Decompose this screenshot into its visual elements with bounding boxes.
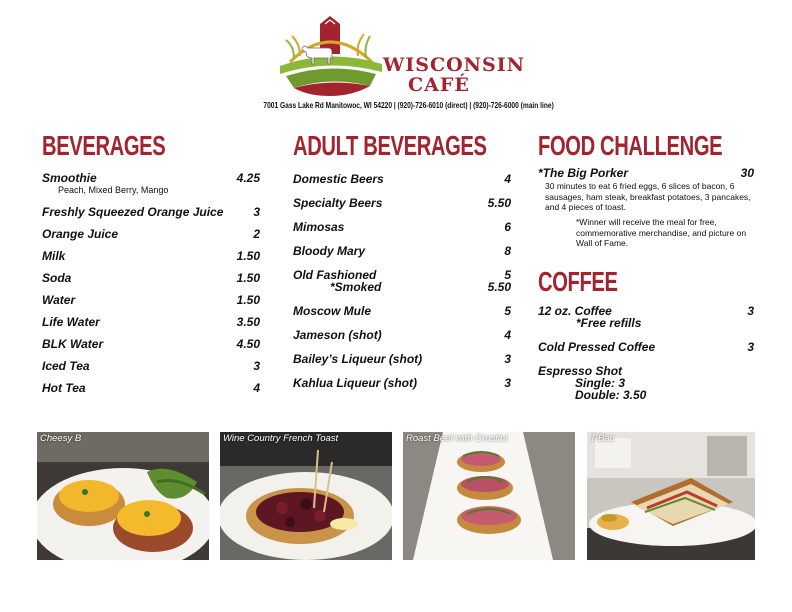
photo-caption: T-Bac xyxy=(590,433,615,444)
menu-item-name: Jameson (shot) xyxy=(293,328,382,342)
espresso-single: Single: 3 xyxy=(575,376,626,390)
menu-item-subprice: 5.50 xyxy=(487,280,511,294)
menu-item-price: 3 xyxy=(253,359,260,373)
menu-item-price: 4 xyxy=(504,172,511,186)
menu-item-name: Cold Pressed Coffee xyxy=(538,340,656,354)
menu-item-name: Bailey’s Liqueur (shot) xyxy=(293,352,423,366)
photo-roast-beef-crostini xyxy=(403,432,575,560)
menu-item-subname: *Smoked xyxy=(330,280,382,294)
food-challenge-heading: FOOD CHALLENGE xyxy=(538,130,723,161)
menu-item-price: 3.50 xyxy=(236,315,260,329)
menu-item-name: Orange Juice xyxy=(42,227,119,241)
menu-item-name: Milk xyxy=(42,249,66,263)
photo-caption: Roast Beef with Crostini xyxy=(406,433,508,444)
menu-item-name: BLK Water xyxy=(42,337,104,351)
menu-item-price: 4 xyxy=(504,328,511,342)
menu-item-price: 5 xyxy=(504,304,511,318)
beverages-heading: BEVERAGES xyxy=(42,130,166,161)
menu-item-name: Life Water xyxy=(42,315,100,329)
menu-item-name: Espresso Shot xyxy=(538,364,623,378)
menu-item-price: 8 xyxy=(504,244,511,258)
coffee-heading: COFFEE xyxy=(538,266,618,297)
menu-item-price: 5 xyxy=(504,268,511,282)
menu-item-name: Mimosas xyxy=(293,220,345,234)
logo-emblem xyxy=(272,14,388,96)
menu-item-name: Iced Tea xyxy=(42,359,90,373)
menu-item-price: 4.25 xyxy=(236,171,260,185)
challenge-winner-note: *Winner will receive the meal for free, commemorative merchandise, and picture on Wall of Fame. xyxy=(576,217,747,249)
menu-item-name: Domestic Beers xyxy=(293,172,384,186)
photo-cheesy-b xyxy=(37,432,209,560)
menu-item-note: Peach, Mixed Berry, Mango xyxy=(58,185,169,195)
menu-item-name: Moscow Mule xyxy=(293,304,372,318)
menu-item-subname: *Free refills xyxy=(576,316,642,330)
menu-item-name: Kahlua Liqueur (shot) xyxy=(293,376,417,390)
menu-item-price: 1.50 xyxy=(236,271,260,285)
menu-item-price: 1.50 xyxy=(236,293,260,307)
menu-item-price: 4 xyxy=(253,381,260,395)
photo-caption: Cheesy B xyxy=(40,433,82,444)
photo-french-toast xyxy=(220,432,392,560)
menu-item-price: 3 xyxy=(747,304,754,318)
menu-item-price: 3 xyxy=(504,352,511,366)
menu-item-price: 2 xyxy=(253,227,260,241)
menu-item-name: Water xyxy=(42,293,76,307)
address-line: 7001 Gass Lake Rd Manitowoc, WI 54220 | (920)-726-6010 (direct) | (920)-726-6000 (main line) xyxy=(263,100,554,110)
menu-item-price: 1.50 xyxy=(236,249,260,263)
menu-item-price: 6 xyxy=(504,220,511,234)
menu-item-name: Old Fashioned xyxy=(293,268,377,282)
espresso-double: Double: 3.50 xyxy=(575,388,647,402)
menu-item-name: Smoothie xyxy=(42,171,97,185)
challenge-item-name: *The Big Porker xyxy=(538,166,629,180)
challenge-description: 30 minutes to eat 6 fried eggs, 6 slices of bacon, 6 sausages, ham steak, breakfast potatoes, 3 pancakes, and 4 pieces of toast. xyxy=(545,181,751,213)
menu-item-name: Hot Tea xyxy=(42,381,86,395)
menu-item-price: 5.50 xyxy=(487,196,511,210)
challenge-item-price: 30 xyxy=(740,166,754,180)
menu-item-price: 4.50 xyxy=(236,337,260,351)
menu-item-name: 12 oz. Coffee xyxy=(538,304,612,318)
menu-item-price: 3 xyxy=(747,340,754,354)
menu-item-name: Soda xyxy=(42,271,72,285)
photo-t-bac xyxy=(587,432,755,560)
menu-item-price: 3 xyxy=(253,205,260,219)
adult-beverages-heading: ADULT BEVERAGES xyxy=(293,130,487,161)
photo-caption: Wine Country French Toast xyxy=(223,433,339,444)
menu-item-name: Specialty Beers xyxy=(293,196,383,210)
menu-item-name: Bloody Mary xyxy=(293,244,366,258)
brand-name-line2: CAFÉ xyxy=(408,74,470,96)
menu-item-name: Freshly Squeezed Orange Juice xyxy=(42,205,224,219)
brand-name-line1: WISCONSIN xyxy=(383,54,525,76)
menu-item-price: 3 xyxy=(504,376,511,390)
